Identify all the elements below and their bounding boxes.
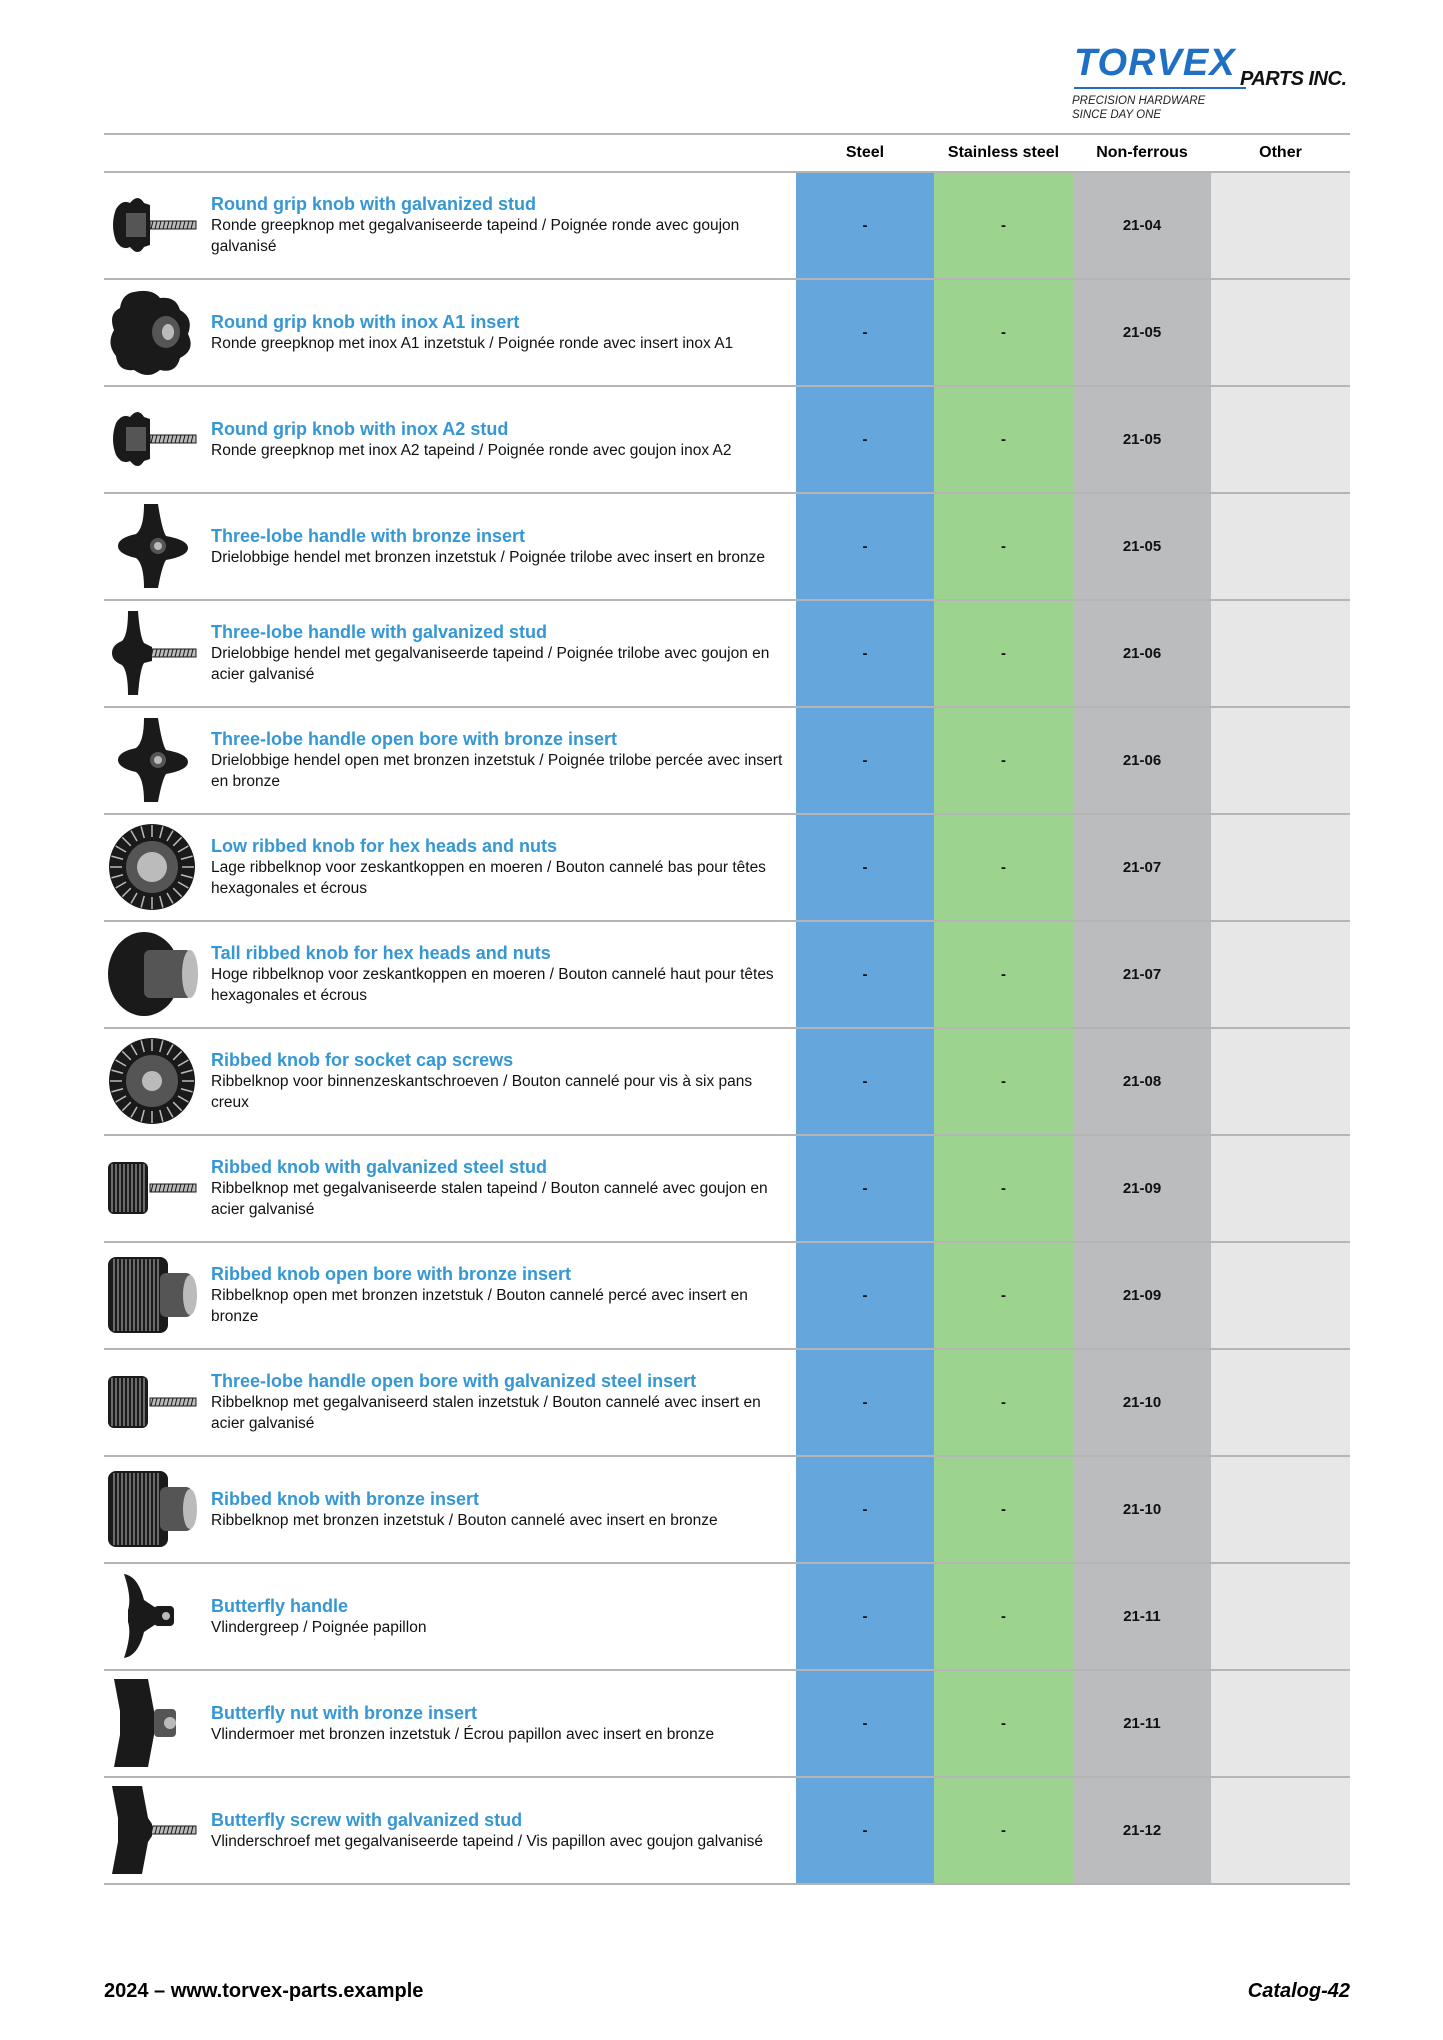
cell-non-ferrous-page-link[interactable]: 21-05 [1122, 538, 1162, 555]
cell-steel-value: - [862, 1501, 868, 1518]
cell-steel-value: - [862, 324, 868, 341]
cell-steel-value: - [862, 645, 868, 662]
cell-non-ferrous [1073, 1029, 1211, 1134]
product-title-link[interactable]: Round grip knob with galvanized stud [211, 194, 536, 214]
product-row [104, 173, 1350, 280]
cell-steel-value: - [862, 1394, 868, 1411]
disc-knob-bush-icon [104, 286, 200, 378]
product-description [211, 280, 791, 385]
product-translation: Ribbelknop met gegalvaniseerde stalen tapeind / Bouton cannelé avec goujon en acier galvanisé [211, 1180, 768, 1218]
cell-non-ferrous-page-link[interactable]: 21-07 [1122, 859, 1162, 876]
cell-other [1211, 173, 1350, 278]
cell-non-ferrous-page-link[interactable]: 21-08 [1122, 1073, 1162, 1090]
product-description [211, 1243, 791, 1348]
cell-other [1211, 280, 1350, 385]
cell-other [1211, 922, 1350, 1027]
product-description [211, 708, 791, 813]
cell-non-ferrous [1073, 815, 1211, 920]
cell-other [1211, 1029, 1350, 1134]
cell-stainless-steel [934, 1671, 1073, 1776]
product-translation: Vlinderschroef met gegalvaniseerde tapeind / Vis papillon avec goujon galvanisé [211, 1832, 764, 1850]
cell-stainless-value: - [1001, 752, 1006, 769]
cell-other [1211, 1778, 1350, 1883]
product-row [104, 1350, 1350, 1457]
cell-steel-value: - [862, 538, 868, 555]
cell-steel-value: - [862, 859, 868, 876]
logo-underline [1074, 87, 1246, 89]
product-translation: Ribbelknop open met bronzen inzetstuk / Bouton cannelé percé avec insert en bronze [211, 1287, 748, 1325]
product-title-link[interactable]: Ribbed knob with bronze insert [211, 1488, 480, 1509]
cell-steel [796, 815, 934, 920]
product-row [104, 494, 1350, 601]
cell-steel-value: - [862, 217, 868, 234]
product-translation: Ronde greepknop met inox A2 tapeind / Poignée ronde avec goujon inox A2 [211, 441, 732, 459]
cell-steel [796, 1778, 934, 1883]
product-row [104, 1671, 1350, 1778]
wing-nut-icon [104, 1677, 200, 1769]
knurled-knob-bush-icon [104, 1463, 200, 1555]
cell-stainless-steel [934, 922, 1073, 1027]
product-description [211, 1671, 791, 1776]
cell-stainless-value: - [1001, 1180, 1006, 1197]
product-description [211, 387, 791, 492]
cell-non-ferrous-page-link[interactable]: 21-09 [1122, 1287, 1162, 1304]
cell-steel [796, 1350, 934, 1455]
product-row [104, 280, 1350, 387]
product-row [104, 601, 1350, 708]
cell-steel [796, 1457, 934, 1562]
cell-steel [796, 280, 934, 385]
product-description [211, 1778, 791, 1883]
product-description [211, 1136, 791, 1241]
product-translation: Lage ribbelknop voor zeskantkoppen en moeren / Bouton cannelé bas pour têtes hexagonales et écrous [211, 859, 766, 897]
cell-non-ferrous-page-link[interactable]: 21-07 [1122, 966, 1162, 983]
cell-stainless-value: - [1001, 859, 1006, 876]
cell-steel [796, 387, 934, 492]
cell-steel [796, 708, 934, 813]
cell-non-ferrous-page-link[interactable]: 21-09 [1122, 1180, 1162, 1197]
cell-non-ferrous-page-link[interactable]: 21-10 [1122, 1394, 1162, 1411]
column-header-other: Other [1259, 144, 1302, 161]
product-row [104, 387, 1350, 494]
product-row [104, 1457, 1350, 1564]
cell-non-ferrous [1073, 1243, 1211, 1348]
product-title-link[interactable]: Low ribbed knob for hex heads and nuts [211, 836, 558, 856]
cell-other [1211, 387, 1350, 492]
cell-other [1211, 1671, 1350, 1776]
logo-wordmark: TORVEX [1074, 42, 1236, 84]
cell-non-ferrous [1073, 1136, 1211, 1241]
cell-steel-value: - [862, 1715, 868, 1732]
cell-non-ferrous [1073, 1350, 1211, 1455]
wing-grip-icon [104, 1570, 200, 1662]
cell-non-ferrous [1073, 1457, 1211, 1562]
cell-steel [796, 601, 934, 706]
cell-stainless-steel [934, 173, 1073, 278]
product-translation: Hoge ribbelknop voor zeskantkoppen en moeren / Bouton cannelé haut pour têtes hexagonales et écrous [211, 966, 774, 1004]
cell-non-ferrous-page-link[interactable]: 21-06 [1122, 645, 1162, 662]
cell-stainless-steel [934, 1564, 1073, 1669]
cell-steel-value: - [862, 1822, 868, 1839]
product-title-link[interactable]: Ribbed knob for socket cap screws [211, 1050, 514, 1070]
product-row [104, 1243, 1350, 1350]
cell-non-ferrous [1073, 922, 1211, 1027]
cell-steel [796, 1136, 934, 1241]
star-knob-bush-icon [104, 500, 200, 592]
cell-stainless-value: - [1001, 217, 1006, 234]
cell-stainless-steel [934, 280, 1073, 385]
product-row [104, 1029, 1350, 1136]
product-translation: Ribbelknop met bronzen inzetstuk / Bouton cannelé avec insert en bronze [211, 1511, 718, 1529]
cell-steel-value: - [862, 752, 868, 769]
cell-stainless-value: - [1001, 1501, 1006, 1518]
cell-stainless-steel [934, 1029, 1073, 1134]
product-description [211, 494, 791, 599]
cell-stainless-steel [934, 1350, 1073, 1455]
table-header [104, 135, 1350, 173]
cell-stainless-value: - [1001, 966, 1006, 983]
cell-other [1211, 494, 1350, 599]
cell-stainless-steel [934, 1457, 1073, 1562]
cell-stainless-value: - [1001, 324, 1006, 341]
cell-non-ferrous-page-link[interactable]: 21-11 [1123, 1608, 1161, 1625]
cell-stainless-value: - [1001, 538, 1006, 555]
cell-non-ferrous [1073, 601, 1211, 706]
knurled-knob-socket-icon [104, 1035, 200, 1127]
cell-stainless-steel [934, 815, 1073, 920]
knurled-knob-rod-icon [104, 1356, 200, 1448]
cell-stainless-steel [934, 1778, 1073, 1883]
cell-other [1211, 708, 1350, 813]
knurled-knob-rod-icon [104, 1142, 200, 1234]
product-translation: Ribbelknop met gegalvaniseerd stalen inzetstuk / Bouton cannelé avec insert en acier galvanisé [211, 1394, 761, 1432]
cell-other [1211, 815, 1350, 920]
cell-other [1211, 1564, 1350, 1669]
cell-steel-value: - [862, 1608, 868, 1625]
product-title-link[interactable]: Three-lobe handle with galvanized stud [211, 622, 548, 642]
star-knob-rod-icon [104, 607, 200, 699]
product-translation: Vlindermoer met bronzen inzetstuk / Écrou papillon avec insert en bronze [211, 1725, 715, 1743]
cell-stainless-value: - [1001, 1073, 1006, 1090]
disc-knob-rod-icon [104, 393, 200, 485]
cell-stainless-steel [934, 494, 1073, 599]
wing-screw-icon [104, 1784, 200, 1876]
knurled-knob-flat-icon [104, 821, 200, 913]
product-title-link[interactable]: Three-lobe handle open bore with galvanized steel insert [211, 1371, 697, 1391]
cell-stainless-value: - [1001, 1608, 1006, 1625]
product-title-link[interactable]: Round grip knob with inox A2 stud [211, 418, 509, 439]
cell-non-ferrous-page-link[interactable]: 21-10 [1122, 1501, 1162, 1518]
cell-steel-value: - [862, 966, 868, 983]
cell-steel-value: - [862, 1073, 868, 1090]
cell-stainless-steel [934, 387, 1073, 492]
column-header-stainless-steel: Stainless steel [947, 144, 1060, 161]
footer-page-number: Catalog-42 [1247, 1980, 1350, 2002]
knurled-knob-bush-icon [104, 1249, 200, 1341]
cell-other [1211, 1350, 1350, 1455]
product-row [104, 922, 1350, 1029]
footer-year-website: 2024 – www.torvex-parts.example [104, 1980, 424, 2002]
knurled-knob-high-icon [104, 928, 200, 1020]
logo-slogan: PARTS INC. [1240, 68, 1347, 90]
cell-non-ferrous-page-link[interactable]: 21-11 [1123, 1715, 1161, 1732]
cell-non-ferrous [1073, 280, 1211, 385]
cell-stainless-steel [934, 1136, 1073, 1241]
product-translation: Ronde greepknop met inox A1 inzetstuk / Poignée ronde avec insert inox A1 [211, 334, 734, 352]
logo-tagline-line2: SINCE DAY ONE [1072, 109, 1162, 121]
product-description [211, 1029, 791, 1134]
cell-non-ferrous-page-link[interactable]: 21-12 [1122, 1822, 1162, 1839]
column-header-non-ferrous: Non-ferrous [1096, 144, 1188, 161]
product-description [211, 1564, 791, 1669]
cell-stainless-value: - [1001, 1715, 1006, 1732]
cell-non-ferrous-page-link[interactable]: 21-04 [1122, 217, 1162, 234]
cell-steel [796, 1029, 934, 1134]
cell-stainless-value: - [1001, 1287, 1006, 1304]
cell-steel-value: - [862, 1180, 868, 1197]
product-translation: Drielobbige hendel met bronzen inzetstuk / Poignée trilobe avec insert en bronze [211, 548, 766, 566]
product-title-link[interactable]: Three-lobe handle with bronze insert [211, 525, 526, 546]
product-title-link[interactable]: Butterfly screw with galvanized stud [211, 1809, 523, 1830]
cell-other [1211, 1136, 1350, 1241]
product-translation: Ribbelknop voor binnenzeskantschroeven / Bouton cannelé pour vis à six pans creux [211, 1073, 753, 1111]
cell-non-ferrous [1073, 387, 1211, 492]
product-description [211, 922, 791, 1027]
cell-steel [796, 922, 934, 1027]
cell-stainless-value: - [1001, 1822, 1006, 1839]
product-row [104, 708, 1350, 815]
star-knob-bush-icon [104, 714, 200, 806]
product-translation: Drielobbige hendel met gegalvaniseerde tapeind / Poignée trilobe avec goujon en acier galvanisé [211, 645, 770, 683]
cell-non-ferrous-page-link[interactable]: 21-06 [1122, 752, 1162, 769]
product-translation: Vlindergreep / Poignée papillon [211, 1618, 427, 1636]
product-row [104, 1778, 1350, 1885]
brand-logo [1068, 40, 1348, 130]
product-title-link[interactable]: Butterfly handle [211, 1595, 349, 1616]
product-title-link[interactable]: Round grip knob with inox A1 insert [211, 311, 520, 332]
cell-steel [796, 1243, 934, 1348]
column-header-steel: Steel [845, 144, 885, 161]
product-title-link[interactable]: Ribbed knob with galvanized steel stud [211, 1157, 548, 1177]
cell-stainless-steel [934, 708, 1073, 813]
cell-non-ferrous [1073, 1778, 1211, 1883]
product-description [211, 815, 791, 920]
cell-steel [796, 494, 934, 599]
cell-non-ferrous-page-link[interactable]: 21-05 [1122, 324, 1162, 341]
cell-non-ferrous [1073, 494, 1211, 599]
cell-non-ferrous [1073, 1671, 1211, 1776]
product-title-link[interactable]: Ribbed knob open bore with bronze insert [211, 1264, 572, 1284]
cell-stainless-value: - [1001, 431, 1006, 448]
product-description [211, 601, 791, 706]
disc-knob-rod-icon [104, 179, 200, 271]
product-description [211, 173, 791, 278]
logo-tagline [1072, 94, 1205, 122]
product-description [211, 1350, 791, 1455]
cell-steel [796, 1671, 934, 1776]
product-translation: Drielobbige hendel open met bronzen inzetstuk / Poignée trilobe percée avec insert en bronze [211, 752, 783, 790]
cell-steel-value: - [862, 431, 868, 448]
cell-stainless-steel [934, 1243, 1073, 1348]
product-row [104, 1136, 1350, 1243]
product-title-link[interactable]: Tall ribbed knob for hex heads and nuts [211, 943, 551, 963]
product-translation: Ronde greepknop met gegalvaniseerde tapeind / Poignée ronde avec goujon galvanisé [211, 217, 740, 255]
product-title-link[interactable]: Three-lobe handle open bore with bronze insert [211, 729, 618, 749]
cell-steel-value: - [862, 1287, 868, 1304]
cell-non-ferrous [1073, 708, 1211, 813]
cell-stainless-value: - [1001, 645, 1006, 662]
product-row [104, 815, 1350, 922]
logo-tagline-line1: PRECISION HARDWARE [1072, 95, 1206, 107]
cell-steel [796, 173, 934, 278]
cell-non-ferrous [1073, 1564, 1211, 1669]
product-description [211, 1457, 791, 1562]
cell-other [1211, 1243, 1350, 1348]
product-title-link[interactable]: Butterfly nut with bronze insert [211, 1702, 478, 1723]
cell-non-ferrous-page-link[interactable]: 21-05 [1122, 431, 1162, 448]
product-row [104, 1564, 1350, 1671]
cell-steel [796, 1564, 934, 1669]
cell-non-ferrous [1073, 173, 1211, 278]
cell-other [1211, 601, 1350, 706]
cell-other [1211, 1457, 1350, 1562]
cell-stainless-value: - [1001, 1394, 1006, 1411]
cell-stainless-steel [934, 601, 1073, 706]
product-index-table [104, 133, 1350, 1885]
